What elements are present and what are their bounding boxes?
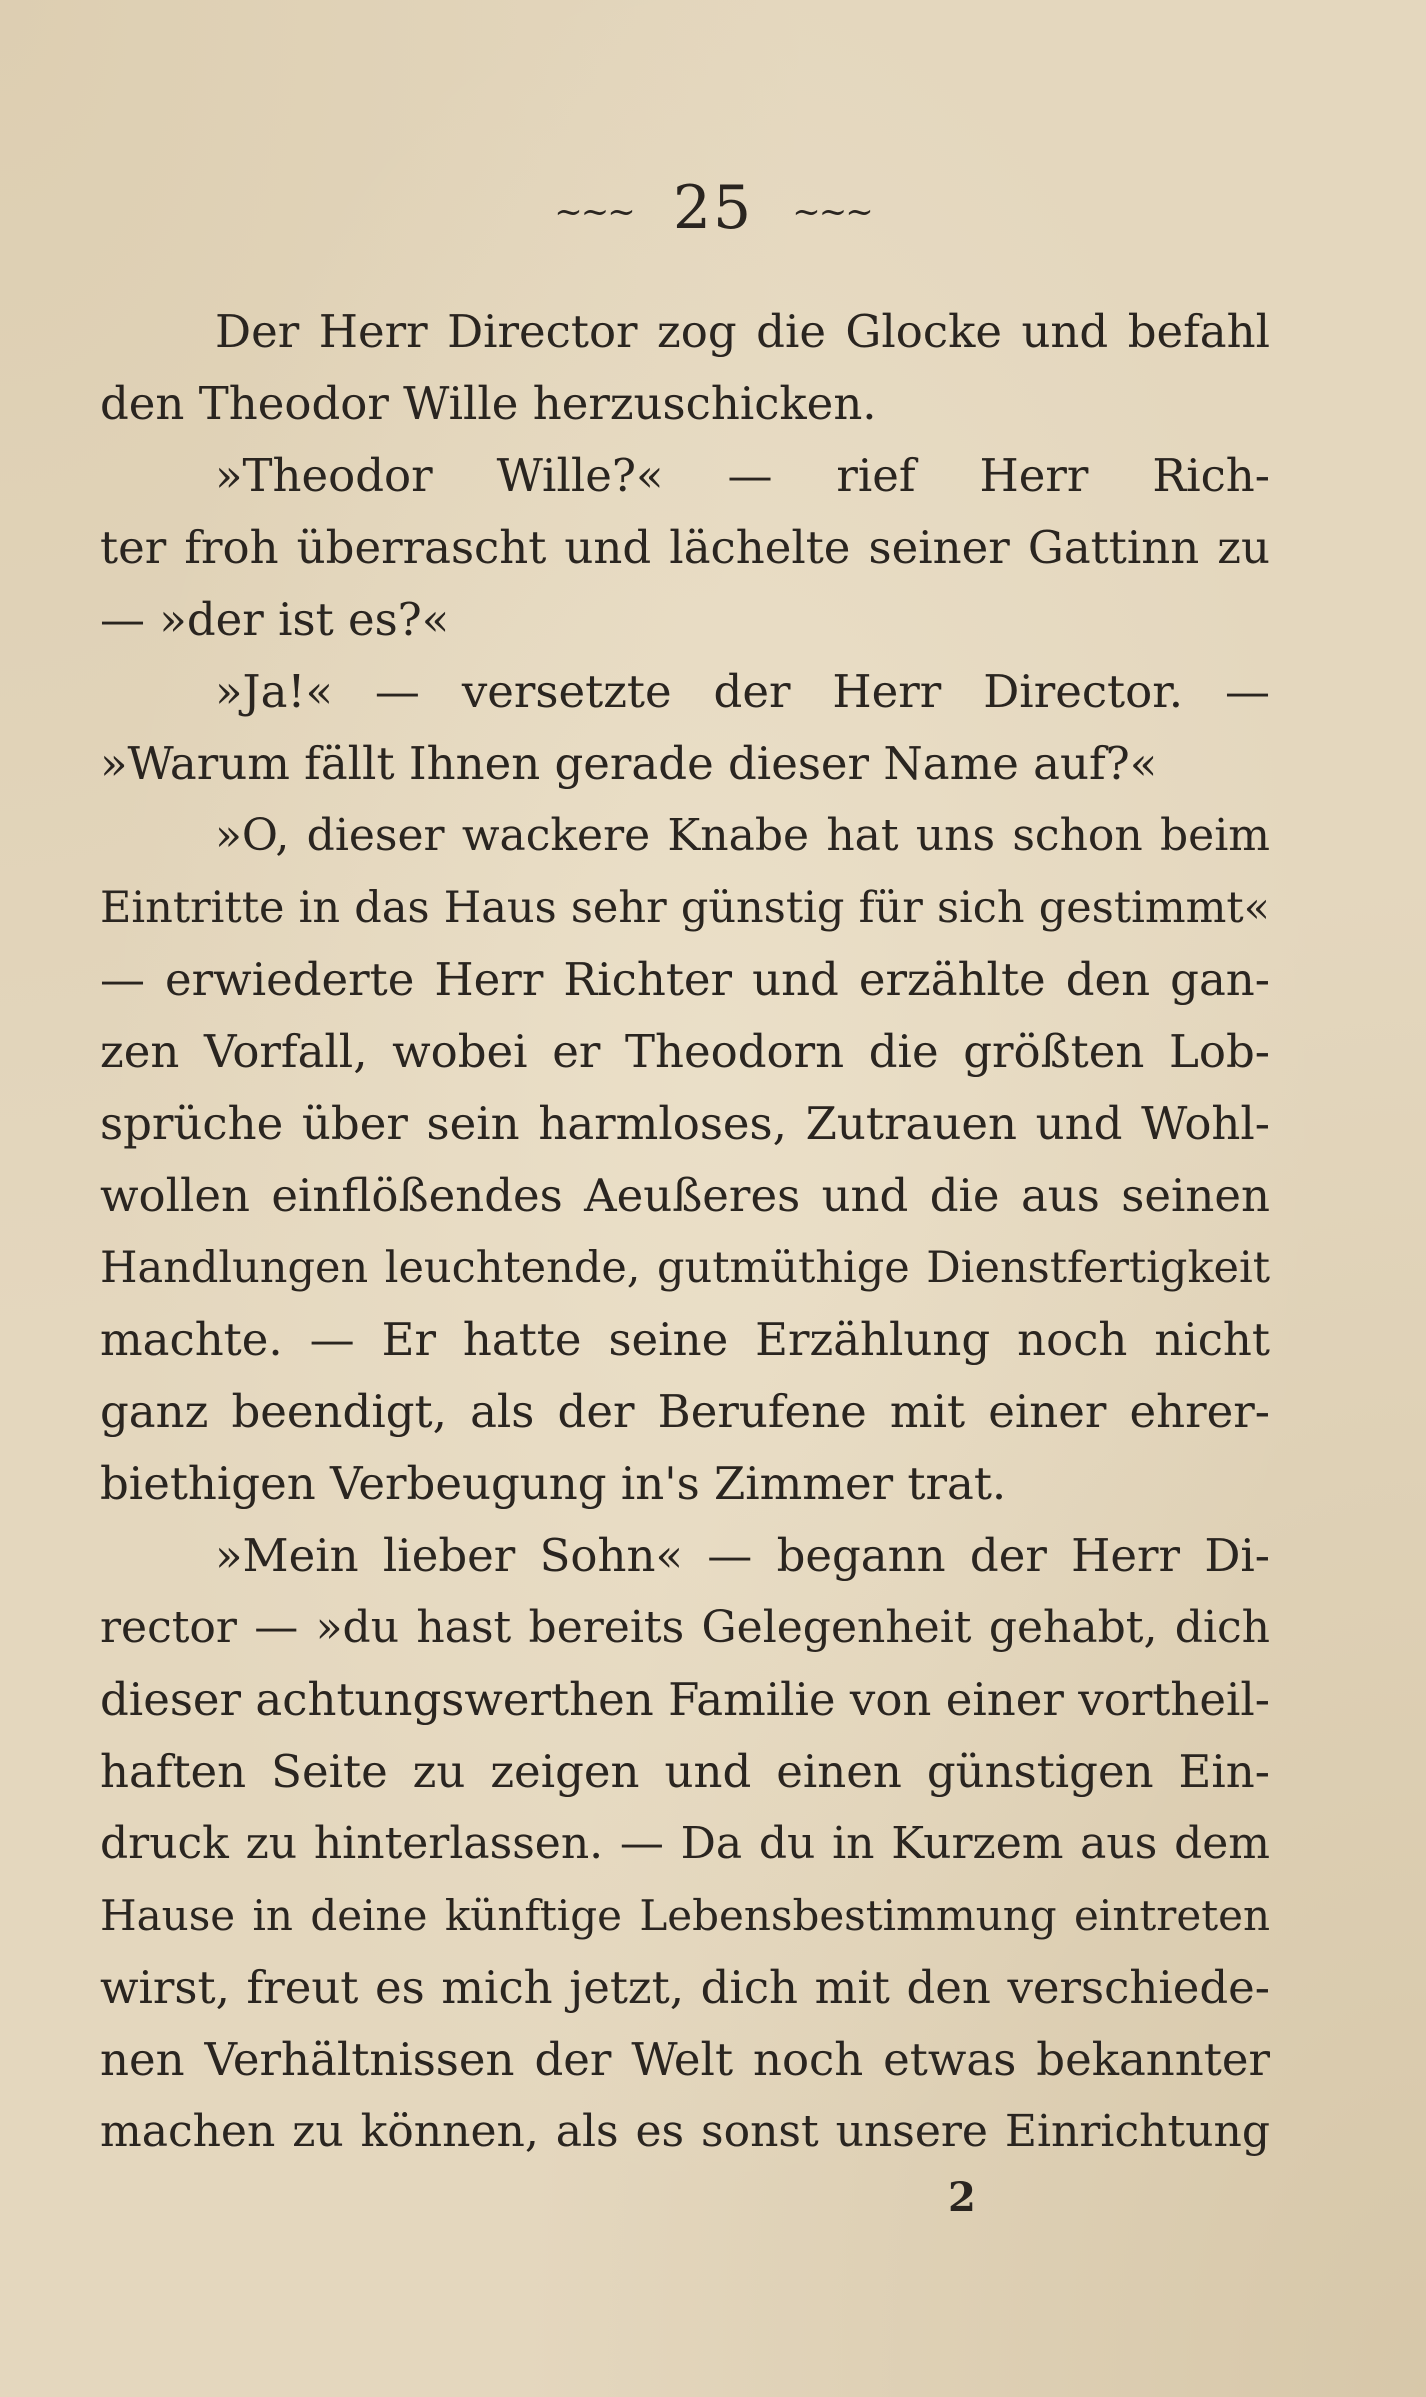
text-line: Der Herr Director zog die Glocke und befahl [215, 305, 1270, 358]
text-line: dieser achtungswerthen Familie von einer vortheil- [100, 1673, 1270, 1726]
text-line: machte. — Er hatte seine Erzählung noch nicht [100, 1313, 1270, 1366]
body-text [100, 296, 1270, 2168]
page-number: 25 [672, 173, 754, 243]
text-line: ganz beendigt, als der Berufene mit einer ehrer- [100, 1385, 1270, 1438]
text-line: zen Vorfall, wobei er Theodorn die größten Lob- [100, 1025, 1270, 1078]
text-line: wollen einflößendes Aeußeres und die aus seinen [100, 1169, 1270, 1222]
text-line: »Ja!« — versetzte der Herr Director. — [215, 665, 1270, 718]
header-ornament-left: ~~~ [554, 192, 634, 233]
running-header [0, 168, 1426, 252]
text-line: rector — »du hast bereits Gelegenheit gehabt, dich [100, 1602, 1270, 1653]
text-line: Handlungen leuchtende, gutmüthige Dienstfertigkeit [100, 1243, 1270, 1293]
text-line: »O, dieser wackere Knabe hat uns schon beim [215, 810, 1270, 861]
text-line: druck zu hinterlassen. — Da du in Kurzem aus dem [100, 1818, 1270, 1869]
signature-mark: 2 [948, 2174, 976, 2221]
text-line: sprüche über sein harmloses, Zutrauen und Wohl- [100, 1097, 1270, 1150]
text-line: »Theodor Wille?« — rief Herr Rich- [215, 449, 1270, 502]
text-line: — »der ist es?« [100, 593, 450, 646]
text-line: Eintritte in das Haus sehr günstig für sich gestimmt« [100, 883, 1270, 933]
text-line: haften Seite zu zeigen und einen günstigen Ein- [100, 1745, 1270, 1798]
text-line: »Warum fällt Ihnen gerade dieser Name auf?« [100, 737, 1158, 790]
text-line: biethigen Verbeugung in's Zimmer trat. [100, 1457, 1007, 1510]
text-line: — erwiederte Herr Richter und erzählte den gan- [100, 953, 1270, 1006]
text-line: nen Verhältnissen der Welt noch etwas bekannter [100, 2033, 1270, 2086]
text-line: »Mein lieber Sohn« — begann der Herr Di- [215, 1529, 1270, 1582]
header-ornament-right: ~~~ [792, 192, 872, 233]
text-line: den Theodor Wille herzuschicken. [100, 377, 877, 430]
text-line: ter froh überrascht und lächelte seiner Gattinn zu [100, 521, 1270, 574]
text-line: wirst, freut es mich jetzt, dich mit den verschiede- [100, 1961, 1270, 2014]
text-line: Hause in deine künftige Lebensbestimmung eintreten [100, 1891, 1270, 1940]
text-line: machen zu können, als es sonst unsere Einrichtung [100, 2106, 1270, 2157]
